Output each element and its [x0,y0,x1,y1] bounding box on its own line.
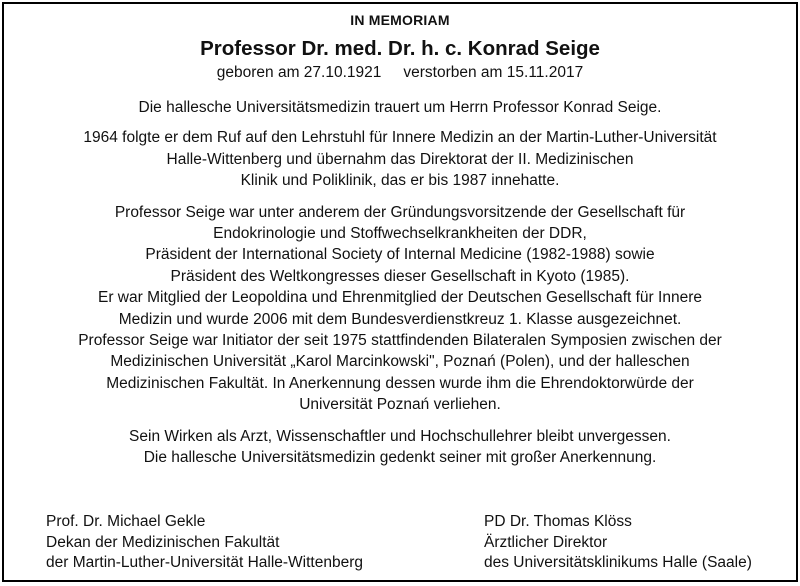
paragraph-line: Präsident des Weltkongresses dieser Gesellschaft in Kyoto (1985). [170,267,630,285]
signature-line: PD Dr. Thomas Klöss [484,513,632,530]
signature-line: Ärztlicher Direktor [484,533,608,551]
life-dates [4,63,796,83]
paragraph-intro [4,97,796,118]
paragraph-line: Endokrinologie und Stoffwechselkrankheiten der DDR, [213,225,587,243]
paragraph-line: Medizin und wurde 2006 mit dem Bundesverdienstkreuz 1. Klasse ausgezeichnet. [118,310,682,328]
paragraph-line: 1964 folgte er dem Ruf auf den Lehrstuhl für Innere Medizin an der Martin-Luther-Universität [83,129,717,147]
deceased-name: Professor Dr. med. Dr. h. c. Konrad Seige [200,37,600,60]
paragraph-line: Medizinischen Fakultät. In Anerkennung dessen wurde ihm die Ehrendoktorwürde der [106,374,694,392]
paragraph-line: Er war Mitglied der Leopoldina und Ehrenmitglied der Deutschen Gesellschaft für Innere [98,289,702,307]
signature-line: des Universitätsklinikums Halle (Saale) [484,554,752,571]
death-date: verstorben am 15.11.2017 [403,64,584,81]
paragraph-line: Halle-Wittenberg und übernahm das Direktorat der II. Medizinischen [166,150,634,168]
signature-line: der Martin-Luther-Universität Halle-Wittenberg [46,554,364,571]
paragraph-line: Präsident der International Society of Internal Medicine (1982-1988) sowie [145,246,655,264]
paragraph-line: Universität Poznań verliehen. [299,396,501,414]
signature-line: Dekan der Medizinischen Fakultät [46,533,280,551]
paragraph-line: Professor Seige war Initiator der seit 1975 stattfindenden Bilateralen Symposien zwischen der [78,332,722,350]
paragraph-line: Die hallesche Universitätsmedizin trauert um Herrn Professor Konrad Seige. [138,99,662,116]
paragraph-line: Professor Seige war unter anderem der Gründungsvorsitzende der Gesellschaft für [114,203,686,221]
paragraph-closing [4,426,796,469]
paragraph-career [4,127,796,191]
signature-dean [46,512,363,574]
signature-line: Prof. Dr. Michael Gekle [46,513,206,530]
paragraph-line: Die hallesche Universitätsmedizin gedenkt seiner mit großer Anerkennung. [143,449,657,467]
paragraph-merits [4,202,796,416]
birth-date: geboren am 27.10.1921 [216,64,382,81]
obituary-notice [2,2,798,582]
paragraph-line: Sein Wirken als Arzt, Wissenschaftler und Hochschullehrer bleibt unvergessen. [129,427,671,445]
notice-header: IN MEMORIAM [350,12,450,28]
signature-director [484,512,752,574]
paragraph-line: Klinik und Poliklinik, das er bis 1987 innehatte. [240,172,560,190]
paragraph-line: Medizinischen Universität „Karol Marcinkowski", Poznań (Polen), und der halleschen [110,353,690,371]
